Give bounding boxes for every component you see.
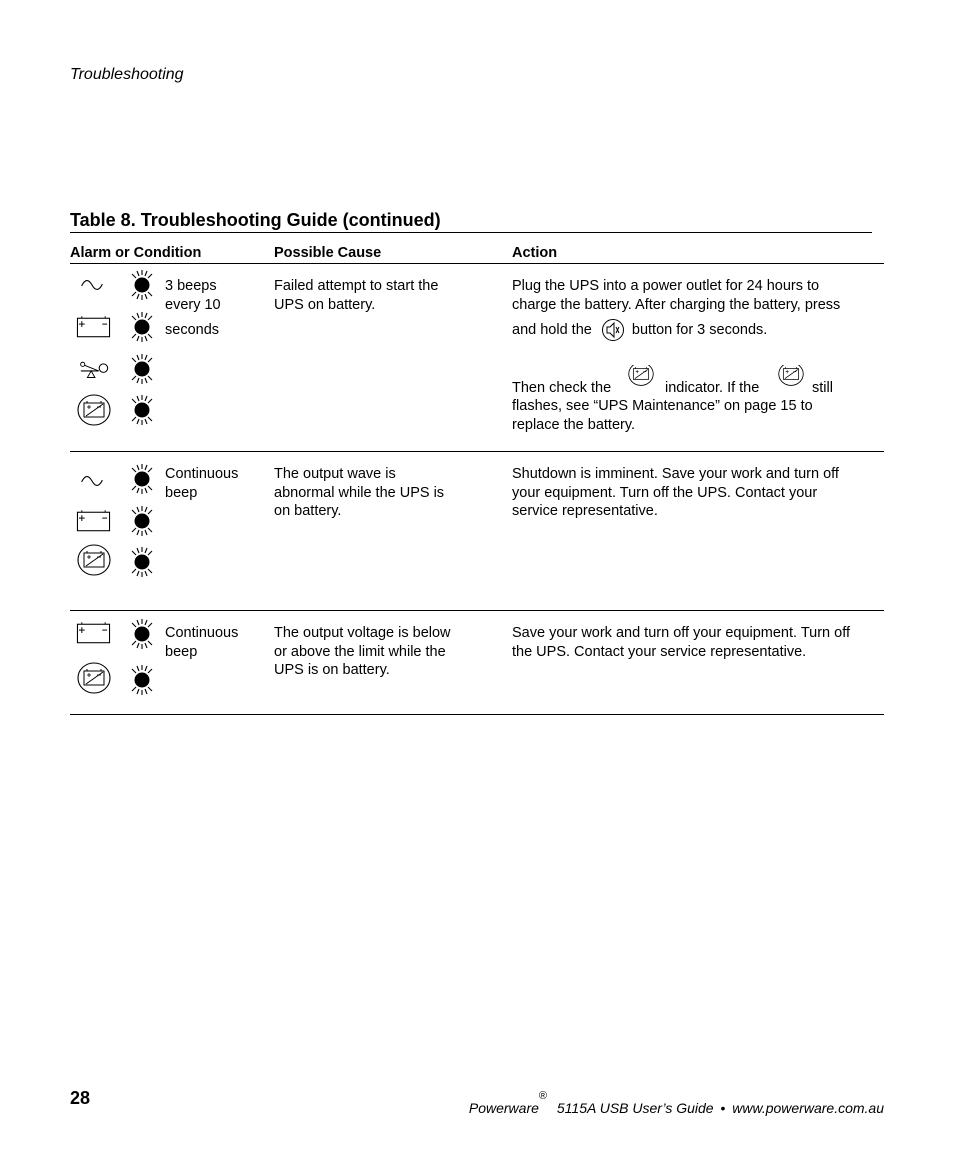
table-title: Table 8. Troubleshooting Guide (continued) (70, 210, 441, 230)
column-header-alarm: Alarm or Condition (70, 245, 202, 261)
action-text (512, 465, 839, 521)
action-line: your equipment. Turn off the UPS. Contact your (512, 484, 818, 501)
title-rule (70, 232, 872, 233)
cause-text (274, 624, 451, 680)
bypass-icon (78, 358, 110, 382)
alarm-text (165, 277, 221, 314)
action-text-part: and hold the (512, 322, 592, 338)
alarm-line: every 10 (165, 296, 221, 313)
battery-service-icon (623, 365, 659, 391)
battery-service-icon (76, 543, 112, 577)
footer-text (468, 1090, 884, 1116)
registered-mark: ® (538, 1090, 547, 1102)
flashing-indicator-icon (128, 504, 156, 538)
column-header-cause: Possible Cause (274, 245, 382, 261)
action-text-part: button for 3 seconds. (631, 322, 768, 338)
sine-wave-icon (79, 278, 105, 292)
cause-text (274, 465, 444, 521)
action-text (512, 624, 850, 661)
footer-guide-title: 5115A USB User’s Guide (556, 1100, 714, 1116)
alarm-line: beep (165, 643, 198, 660)
battery-icon (76, 315, 111, 339)
action-line: replace the battery. (512, 416, 636, 433)
flashing-indicator-icon (128, 268, 156, 302)
flashing-indicator-icon (128, 352, 156, 386)
action-line (512, 318, 767, 342)
battery-service-icon (76, 393, 112, 427)
action-text-part: still (812, 380, 833, 396)
battery-service-icon (773, 365, 809, 391)
battery-icon (76, 621, 111, 645)
footer-bullet: • (720, 1100, 726, 1116)
alarm-line: Continuous (165, 625, 239, 641)
alarm-line: beep (165, 484, 198, 501)
alarm-line: Continuous (165, 466, 239, 482)
row-divider (70, 610, 884, 611)
battery-icon (76, 509, 111, 533)
footer-brand: Powerware (468, 1100, 539, 1116)
sine-wave-icon (79, 474, 105, 488)
action-line: service representative. (512, 503, 658, 519)
cause-line: on battery. (274, 503, 342, 519)
cause-line: The output voltage is below (274, 625, 451, 641)
action-line: Shutdown is imminent. Save your work and turn off (512, 466, 839, 482)
flashing-indicator-icon (128, 617, 156, 651)
battery-service-icon (76, 661, 112, 695)
action-text (512, 277, 840, 314)
footer-url: www.powerware.com.au (732, 1100, 884, 1116)
cause-text (274, 277, 438, 314)
flashing-indicator-icon (128, 663, 156, 697)
flashing-indicator-icon (128, 545, 156, 579)
header-rule (70, 263, 884, 264)
column-header-action: Action (512, 245, 558, 261)
flashing-indicator-icon (128, 310, 156, 344)
action-line: Plug the UPS into a power outlet for 24 hours to (512, 278, 820, 294)
action-line: Save your work and turn off your equipment. Turn off (512, 625, 850, 641)
silence-button-icon (601, 318, 625, 342)
alarm-text (165, 465, 238, 502)
page-number: 28 (70, 1088, 91, 1108)
cause-line: The output wave is (274, 466, 396, 482)
alarm-text (165, 624, 238, 661)
alarm-line: 3 beeps (165, 278, 217, 294)
flashing-indicator-icon (128, 462, 156, 496)
action-line: the UPS. Contact your service representative. (512, 643, 807, 660)
action-text-part: Then check the (512, 380, 612, 396)
table-bottom-rule (70, 714, 884, 715)
running-header: Troubleshooting (70, 66, 184, 83)
action-line: charge the battery. After charging the battery, press (512, 296, 841, 313)
flashing-indicator-icon (128, 393, 156, 427)
action-text-part: indicator. If the (665, 380, 760, 396)
cause-line: or above the limit while the (274, 643, 446, 660)
cause-line: UPS on battery. (274, 296, 376, 313)
cause-line: abnormal while the UPS is (274, 484, 445, 501)
cause-line: UPS is on battery. (274, 662, 390, 678)
alarm-line: seconds (165, 322, 220, 338)
action-text (512, 397, 813, 434)
cause-line: Failed attempt to start the (274, 278, 439, 294)
action-line: flashes, see “UPS Maintenance” on page 15 to (512, 398, 813, 414)
row-divider (70, 451, 884, 452)
